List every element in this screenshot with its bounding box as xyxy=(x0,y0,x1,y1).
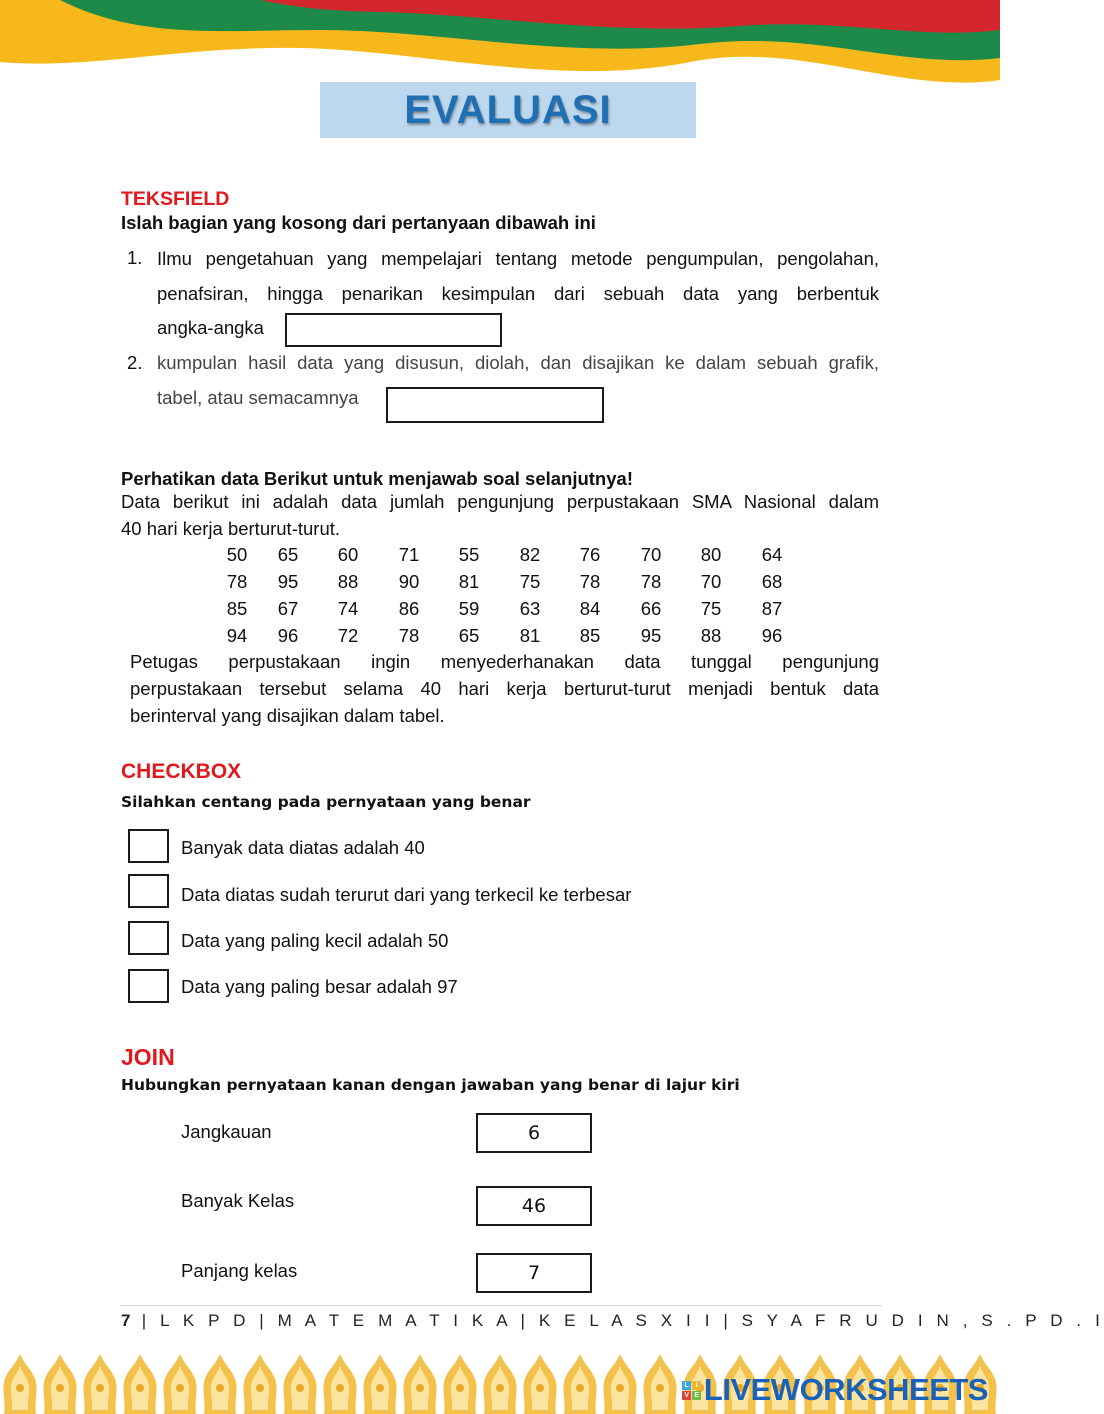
question-2-number: 2. xyxy=(127,352,143,373)
join-left-banyak-kelas[interactable]: Banyak Kelas xyxy=(181,1190,295,1211)
checkbox-2[interactable] xyxy=(128,874,169,908)
checkbox-4[interactable] xyxy=(128,969,169,1003)
data-cell: 88 xyxy=(337,571,359,592)
data-cell: 95 xyxy=(640,625,662,646)
data-cell: 81 xyxy=(519,625,541,646)
question-1-answer-field[interactable] xyxy=(285,313,502,347)
liveworksheets-logo-text: LIVEWORKSHEETS xyxy=(703,1372,988,1407)
data-paragraph-line-2: perpustakaan tersebut selama 40 hari kerja berturut-turut menjadi bentuk data xyxy=(130,678,879,699)
data-cell: 87 xyxy=(761,598,783,619)
checkbox-1[interactable] xyxy=(128,829,169,863)
title-box xyxy=(320,82,696,138)
checkbox-heading: CHECKBOX xyxy=(121,760,242,783)
question-1-line-1: Ilmu pengetahuan yang mempelajari tentang metode pengumpulan, pengolahan, xyxy=(157,248,879,269)
data-cell: 81 xyxy=(458,571,480,592)
page-number: 7 xyxy=(121,1311,133,1330)
data-cell: 70 xyxy=(700,571,722,592)
data-cell: 78 xyxy=(226,571,248,592)
data-cell: 94 xyxy=(226,625,248,646)
join-instruction: Hubungkan pernyataan kanan dengan jawaban yang benar di lajur kiri xyxy=(121,1076,740,1094)
checkbox-1-label: Banyak data diatas adalah 40 xyxy=(181,837,425,858)
question-2-line-1: kumpulan hasil data yang disusun, diolah, dan disajikan ke dalam sebuah grafik, xyxy=(157,352,879,373)
data-cell: 75 xyxy=(700,598,722,619)
question-2-line-2: tabel, atau semacamnya xyxy=(157,387,359,408)
data-cell: 71 xyxy=(398,544,420,565)
data-cell: 64 xyxy=(761,544,783,565)
teksfield-instruction: Islah bagian yang kosong dari pertanyaan dibawah ini xyxy=(121,212,596,233)
data-cell: 95 xyxy=(277,571,299,592)
join-right-option-1[interactable]: 6 xyxy=(476,1113,592,1153)
question-1-line-2: penafsiran, hingga penarikan kesimpulan dari sebuah data yang berbentuk xyxy=(157,283,879,304)
data-row xyxy=(0,544,1000,571)
question-2-answer-field[interactable] xyxy=(386,387,604,423)
data-cell: 78 xyxy=(398,625,420,646)
data-cell: 72 xyxy=(337,625,359,646)
data-cell: 86 xyxy=(398,598,420,619)
data-row xyxy=(0,598,1000,625)
data-cell: 65 xyxy=(277,544,299,565)
data-cell: 74 xyxy=(337,598,359,619)
data-cell: 60 xyxy=(337,544,359,565)
data-heading: Perhatikan data Berikut untuk menjawab soal selanjutnya! xyxy=(121,468,633,489)
question-1-number: 1. xyxy=(127,247,143,268)
join-left-jangkauan[interactable]: Jangkauan xyxy=(181,1121,272,1142)
footer xyxy=(121,1311,1104,1331)
data-cell: 59 xyxy=(458,598,480,619)
data-cell: 96 xyxy=(761,625,783,646)
footer-text: | L K P D | M A T E M A T I K A | K E L A S X I I | S Y A F R U D I N , S . P D . I xyxy=(141,1311,1104,1330)
data-cell: 76 xyxy=(579,544,601,565)
join-right-option-3[interactable]: 7 xyxy=(476,1253,592,1293)
data-cell: 55 xyxy=(458,544,480,565)
data-cell: 65 xyxy=(458,625,480,646)
liveworksheets-icon: L I V E xyxy=(682,1381,701,1400)
data-paragraph-line-3: berinterval yang disajikan dalam tabel. xyxy=(130,705,445,726)
data-cell: 68 xyxy=(761,571,783,592)
data-row xyxy=(0,625,1000,652)
data-cell: 84 xyxy=(579,598,601,619)
data-cell: 78 xyxy=(579,571,601,592)
data-cell: 50 xyxy=(226,544,248,565)
data-cell: 63 xyxy=(519,598,541,619)
data-cell: 96 xyxy=(277,625,299,646)
liveworksheets-logo xyxy=(682,1372,988,1408)
checkbox-4-label: Data yang paling besar adalah 97 xyxy=(181,976,458,997)
data-cell: 85 xyxy=(579,625,601,646)
page-title: EVALUASI xyxy=(404,87,612,132)
data-cell: 88 xyxy=(700,625,722,646)
join-left-panjang-kelas[interactable]: Panjang kelas xyxy=(181,1260,298,1281)
join-heading: JOIN xyxy=(121,1044,175,1070)
checkbox-3-label: Data yang paling kecil adalah 50 xyxy=(181,930,449,951)
data-paragraph-line-1: Petugas perpustakaan ingin menyederhanakan data tunggal pengunjung xyxy=(130,651,879,672)
data-cell: 75 xyxy=(519,571,541,592)
data-cell: 70 xyxy=(640,544,662,565)
question-1-line-3: angka-angka xyxy=(157,317,264,338)
checkbox-instruction: Silahkan centang pada pernyataan yang benar xyxy=(121,793,531,811)
checkbox-2-label: Data diatas sudah terurut dari yang terkecil ke terbesar xyxy=(181,884,632,905)
data-cell: 78 xyxy=(640,571,662,592)
join-right-option-2[interactable]: 46 xyxy=(476,1186,592,1226)
data-cell: 82 xyxy=(519,544,541,565)
data-row xyxy=(0,571,1000,598)
footer-divider xyxy=(120,1305,882,1306)
data-cell: 90 xyxy=(398,571,420,592)
data-cell: 80 xyxy=(700,544,722,565)
data-cell: 67 xyxy=(277,598,299,619)
teksfield-heading: TEKSFIELD xyxy=(121,188,230,210)
data-cell: 85 xyxy=(226,598,248,619)
data-cell: 66 xyxy=(640,598,662,619)
data-intro-line-2: 40 hari kerja berturut-turut. xyxy=(121,518,341,539)
data-intro-line-1: Data berikut ini adalah data jumlah pengunjung perpustakaan SMA Nasional dalam xyxy=(121,491,879,512)
checkbox-3[interactable] xyxy=(128,921,169,955)
